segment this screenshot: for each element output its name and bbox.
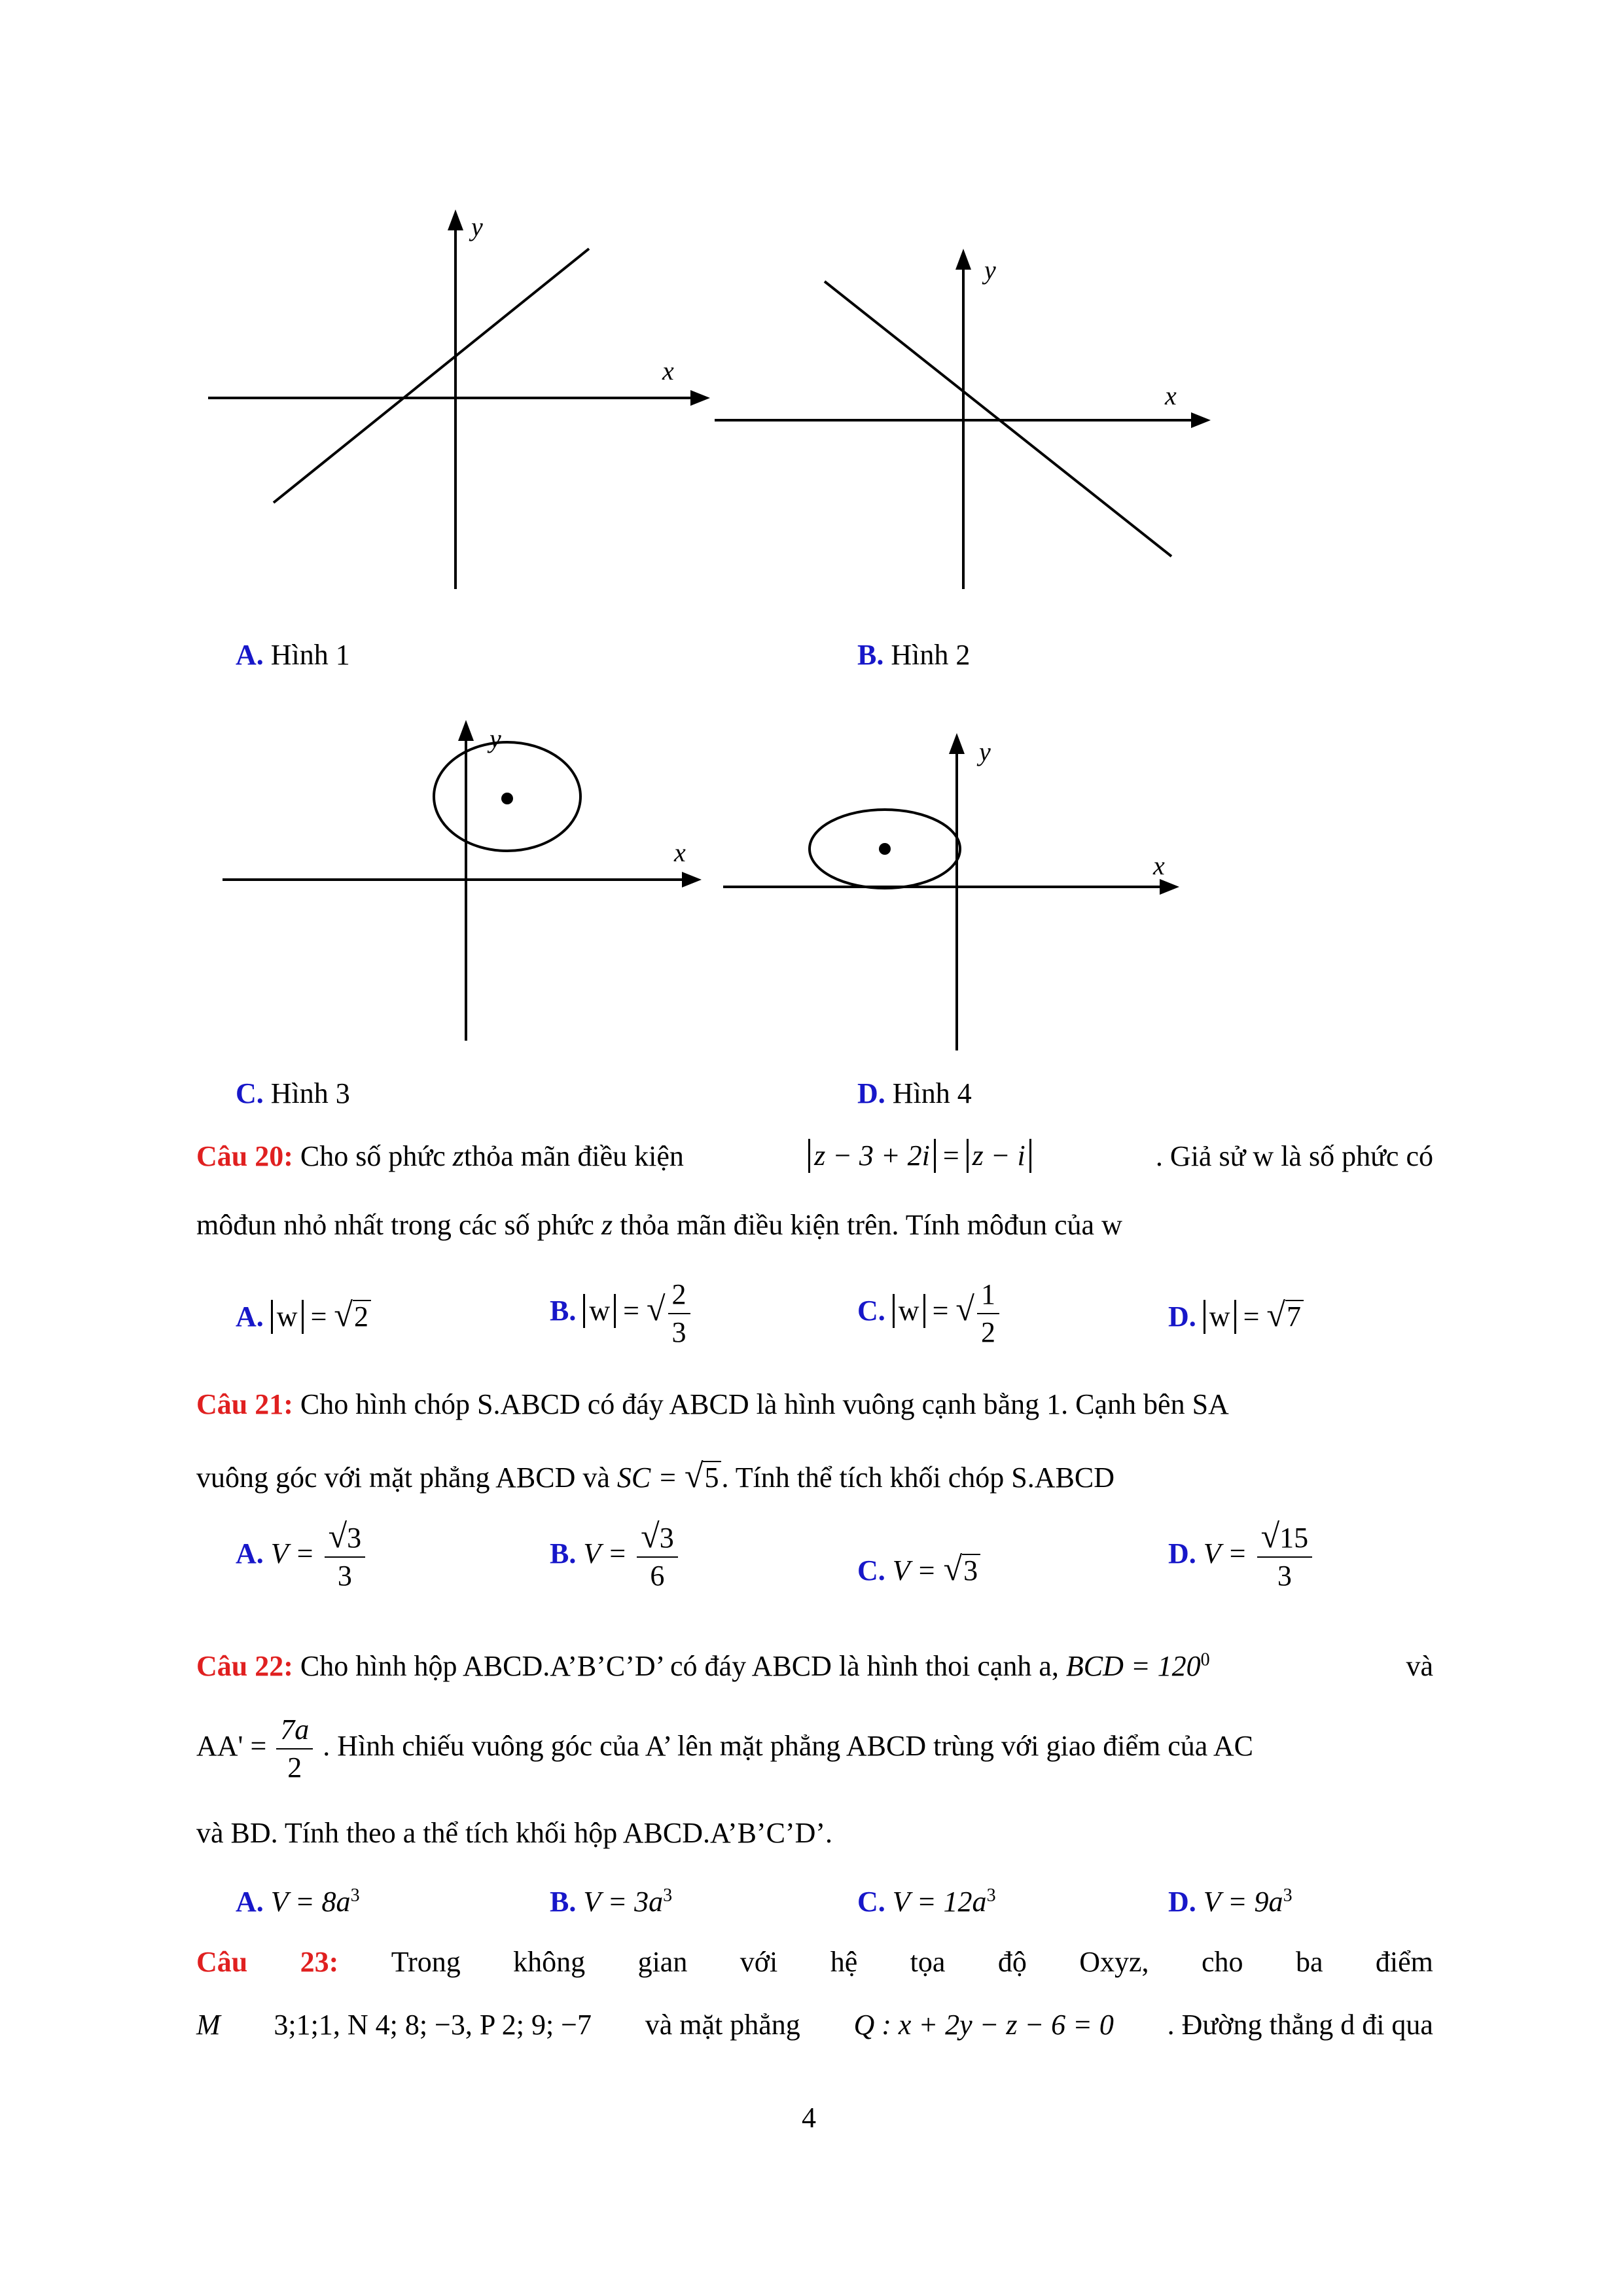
q23-line1: Câu 23: Trong không gian với hệ tọa độ Oxyz, cho ba điểm (196, 1946, 1433, 1978)
q22-line3: và BD. Tính theo a thể tích khối hộp ABCD.A’B’C’D’. (196, 1817, 832, 1849)
q20-line2: môđun nhỏ nhất trong các số phức z thỏa mãn điều kiện trên. Tính môđun của w (196, 1209, 1122, 1241)
figure-1-caption: A. Hình 1 (236, 639, 350, 671)
q22-line2: AA' = $\frac{7a}{2}$ . Hình chiếu vuông góc của A’ lên mặt phẳng ABCD trùng với giao điểm của AC (196, 1712, 1253, 1786)
figure-3-graph (216, 713, 726, 1054)
q22-option-c: C. $V = 12a^3$ (857, 1885, 996, 1918)
figure-2-graph (707, 242, 1237, 596)
q22-line1: Câu 22: Cho hình hộp ABCD.A’B’C’D’ có đáy ABCD là hình thoi cạnh a, BCD = $120^0$ và (196, 1649, 1433, 1682)
q21-option-d: D. V = $\frac{√15}{3}$ (1168, 1518, 1315, 1594)
q20-option-b: B. w = √ $\frac{2}{3}$ (550, 1276, 693, 1351)
q21-line2: vuông góc với mặt phẳng ABCD và SC = √5. Tính thể tích khối chóp S.ABCD (196, 1458, 1115, 1495)
y-axis-label: y (471, 212, 483, 242)
x-axis-label: x (1165, 381, 1177, 410)
q22-option-b: B. $V = 3a^3$ (550, 1885, 673, 1918)
q20-option-d: D. w = √7 (1168, 1296, 1304, 1335)
figure-1-graph (196, 196, 733, 602)
q23-line2: M 3;1;1, N 4; 8; −3, P 2; 9; −7 và mặt phẳng Q : x + 2y − z − 6 = 0 . Đường thẳng d đi qua (196, 2009, 1433, 2041)
y-axis-label: y (490, 724, 501, 753)
x-axis-label: x (1153, 851, 1165, 880)
condition-left: z − 3 + 2i (808, 1139, 936, 1173)
figure-2-caption: B. Hình 2 (857, 639, 971, 671)
x-axis-label: x (674, 838, 686, 867)
q22-option-a: A. $V = 8a^3$ (236, 1885, 360, 1918)
q20-option-c: C. w = √ $\frac{1}{2}$ (857, 1276, 1002, 1351)
q20-line1: Câu 20: Cho số phức zthỏa mãn điều kiện z − 3 + 2i = z − i . Giả sử w là số phức có (196, 1139, 1433, 1172)
page-number: 4 (802, 2102, 816, 2134)
figure-3-caption: C. Hình 3 (236, 1077, 350, 1109)
q21-line1: Câu 21: Cho hình chóp S.ABCD có đáy ABCD là hình vuông cạnh bằng 1. Cạnh bên SA (196, 1388, 1229, 1420)
y-axis-label: y (979, 737, 991, 766)
figure-4-caption: D. Hình 4 (857, 1077, 972, 1109)
q22-option-d: D. $V = 9a^3$ (1168, 1885, 1293, 1918)
x-axis-label: x (662, 356, 674, 386)
condition-right: z − i (967, 1139, 1031, 1173)
q20-option-a: A. w = √2 (236, 1296, 371, 1335)
figure-4-graph (720, 726, 1204, 1060)
q21-option-c: C. V = √3 (857, 1550, 980, 1588)
q21-option-b: B. V = $\frac{√3}{6}$ (550, 1518, 681, 1594)
y-axis-label: y (984, 255, 996, 285)
q21-option-a: A. V = $\frac{√3}{3}$ (236, 1518, 368, 1594)
